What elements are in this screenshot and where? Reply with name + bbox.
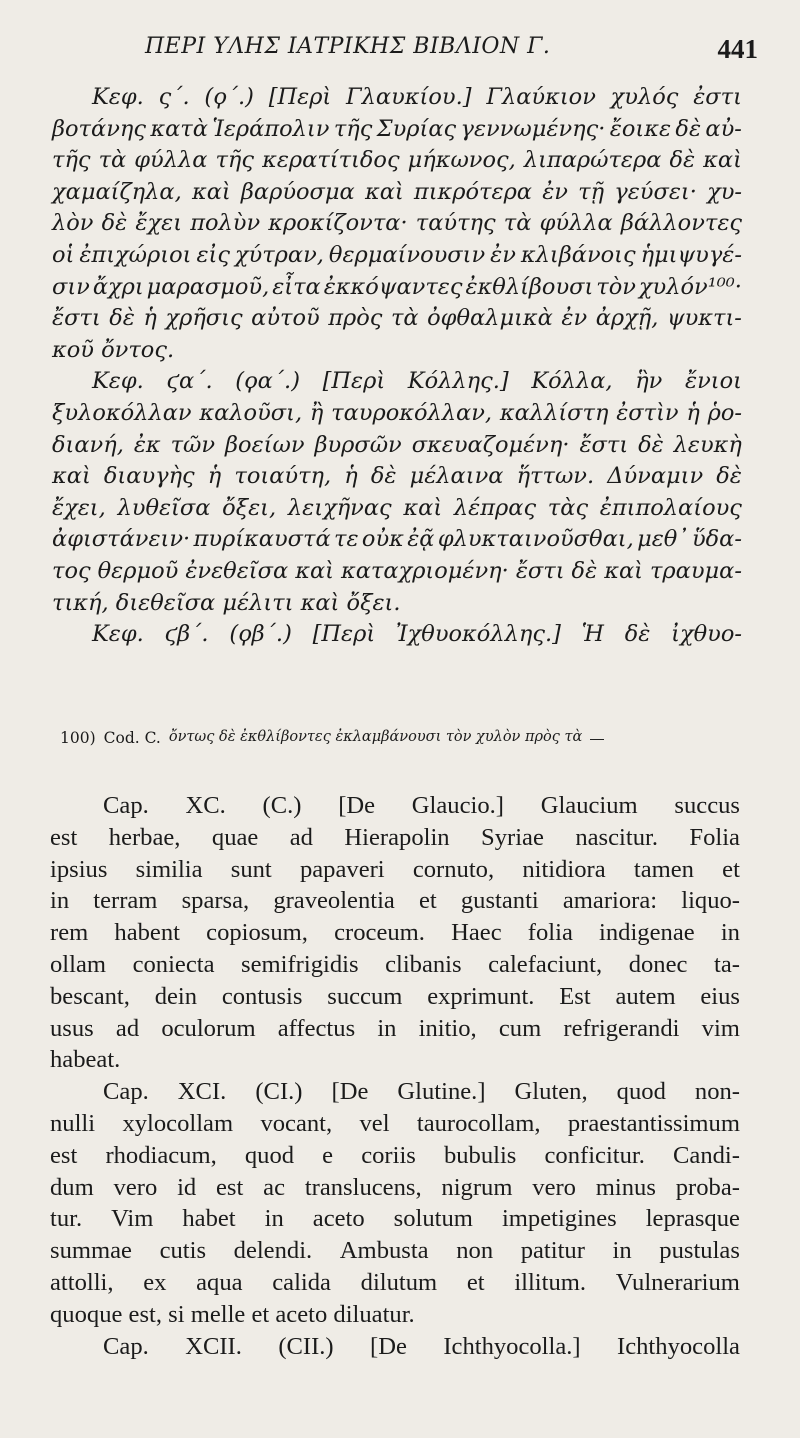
greek-line: Κεφ. ϛα΄. (ϙα΄.) [Περὶ Κόλλης.] Κόλλα, ἣν ἔνιοι (92, 368, 742, 395)
latin-line: dum vero id est ac translucens, nigrum vero minus proba- (50, 1173, 740, 1201)
footnote-number: 100) (60, 729, 96, 747)
latin-line: ipsius similia sunt papaveri cornuto, nitidiora tamen et (50, 855, 740, 883)
latin-line: est rhodiacum, quod e coriis bubulis conficitur. Candi- (50, 1141, 740, 1169)
latin-line: ollam coniecta semifrigidis clibanis calefaciunt, donec ta- (50, 950, 740, 978)
greek-line: ξυλοκόλλαν καλοῦσι, ἢ ταυροκόλλαν, καλλίστη ἐστὶν ἡ ῥο- (52, 399, 742, 426)
latin-line: tur. Vim habet in aceto solutum impetigines leprasque (50, 1205, 740, 1233)
latin-line: in terram sparsa, graveolentia et gustanti amariora: liquo- (50, 887, 740, 915)
greek-line: καὶ διαυγὴς ἡ τοιαύτη, ἡ δὲ μέλαινα ἥττων. Δύναμιν δὲ (52, 463, 742, 490)
footnote (60, 729, 740, 747)
latin-line: est herbae, quae ad Hierapolin Syriae nascitur. Folia (50, 823, 740, 851)
greek-line: ἀφιστάνειν· πυρίκαυστά τε οὐκ ἐᾷ φλυκταινοῦσθαι, μεθ᾽ ὕδα- (52, 526, 742, 553)
greek-line: ἔχει, λυθεῖσα ὄξει, λειχῆνας καὶ λέπρας τὰς ἐπιπολαίους (52, 494, 742, 521)
footnote-text: ὄντως δὲ ἐκθλίβοντες ἐκλαμβάνουσι τὸν χυλὸν πρὸς τὰ (168, 729, 583, 745)
latin-line: quoque est, si melle et aceto diluatur. (50, 1300, 415, 1328)
latin-text (50, 790, 740, 1362)
greek-line: ἔστι δὲ ἡ χρῆσις αὐτοῦ πρὸς τὰ ὀφθαλμικὰ ἐν ἀρχῇ, ψυκτι- (52, 305, 742, 332)
latin-line: Cap. XCII. (CII.) [De Ichthyocolla.] Ichthyocolla (103, 1332, 740, 1360)
latin-line: habeat. (50, 1046, 121, 1074)
latin-line: usus ad oculorum affectus in initio, cum refrigerandi vim (50, 1014, 740, 1042)
latin-line: bescant, dein contusis succum exprimunt. Est autem eius (50, 982, 740, 1010)
latin-line: nulli xylocollam vocant, vel taurocollam, praestantissimum (50, 1109, 740, 1137)
greek-line: τική, διεθεῖσα μέλιτι καὶ ὄξει. (52, 589, 401, 616)
greek-line: διανή, ἐκ τῶν βοείων βυρσῶν σκευαζομένη· ἔστι δὲ λευκὴ (52, 431, 742, 458)
footnote-continuation-mark (590, 739, 604, 747)
greek-text (52, 82, 742, 651)
latin-line: attolli, ex aqua calida dilutum et illitum. Vulnerarium (50, 1268, 740, 1296)
greek-line: λὸν δὲ ἔχει πολὺν κροκίζοντα· ταύτης τὰ φύλλα βάλλοντες (52, 210, 742, 237)
running-head (0, 34, 800, 74)
running-title: ΠΕΡΙ ΥΛΗΣ ΙΑΤΡΙΚΗΣ ΒΙΒΛΙΟΝ Γ. (145, 34, 551, 59)
page-number: 441 (717, 34, 758, 64)
greek-line: Κεφ. ϛβ΄. (ϙβ΄.) [Περὶ Ἰχθυοκόλλης.] Ἡ δὲ ἰχθυο- (92, 621, 742, 648)
greek-line: κοῦ ὄντος. (52, 336, 175, 363)
greek-line: τος θερμοῦ ἐνεθεῖσα καὶ καταχριομένη· ἔστι δὲ καὶ τραυμα- (52, 557, 742, 584)
greek-line: χαμαίζηλα, καὶ βαρύοσμα καὶ πικρότερα ἐν τῇ γεύσει· χυ- (52, 178, 742, 205)
greek-line: τῆς τὰ φύλλα τῆς κερατίτιδος μήκωνος, λιπαρώτερα δὲ καὶ (52, 147, 742, 174)
greek-line: οἱ ἐπιχώριοι εἰς χύτραν, θερμαίνουσιν ἐν κλιβάνοις ἡμιψυγέ- (52, 241, 742, 268)
latin-line: rem habent copiosum, croceum. Haec folia indigenae in (50, 919, 740, 947)
footnote-source: Cod. C. (103, 729, 161, 747)
latin-line: Cap. XC. (C.) [De Glaucio.] Glaucium succus (103, 792, 740, 819)
latin-line: summae cutis delendi. Ambusta non patitur in pustulas (50, 1237, 740, 1265)
greek-line: σιν ἄχρι μαρασμοῦ, εἶτα ἐκκόψαντες ἐκθλίβουσι τὸν χυλόν¹⁰⁰· (52, 273, 742, 300)
greek-line: Κεφ. ς΄. (ϙ΄.) [Περὶ Γλαυκίου.] Γλαύκιον χυλός ἐστι (92, 84, 742, 110)
greek-line: βοτάνης κατὰ Ἱεράπολιν τῆς Συρίας γεννωμένης· ἔοικε δὲ αὐ- (52, 115, 742, 142)
latin-line: Cap. XCI. (CI.) [De Glutine.] Gluten, quod non- (103, 1078, 740, 1106)
